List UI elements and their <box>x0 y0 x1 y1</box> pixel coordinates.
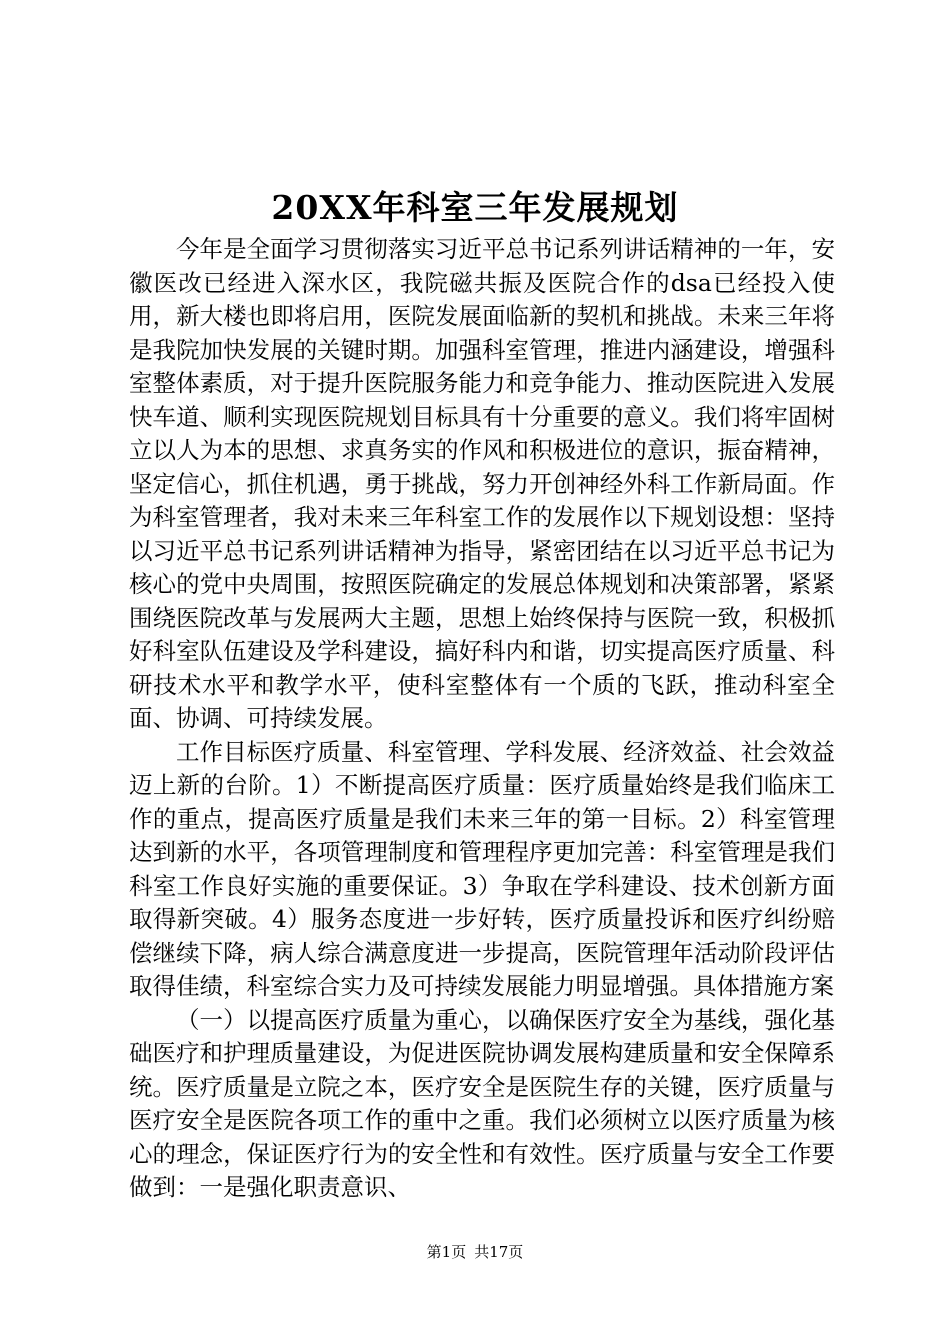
document-body <box>129 233 835 1205</box>
paragraph-measure-one: （一）以提高医疗质量为重心，以确保医疗安全为基线，强化基础医疗和护理质量建设，为促进医院协调发展构建质量和安全保障系统。医疗质量是立院之本，医疗安全是医院生存的关键，医疗质量与医疗安全是医院各项工作的重中之重。我们必须树立以医疗质量为核心的理念，保证医疗行为的安全性和有效性。医疗质量与安全工作要做到：一是强化职责意识、 <box>129 1005 835 1201</box>
document-title: 20XX年科室三年发展规划 <box>271 188 679 227</box>
page-number: 第1页 <box>426 1243 467 1261</box>
paragraph-work-goals: 工作目标医疗质量、科室管理、学科发展、经济效益、社会效益迈上新的台阶。1）不断提高医疗质量：医疗质量始终是我们临床工作的重点，提高医疗质量是我们未来三年的第一目标。2）科室管理达到新的水平，各项管理制度和管理程序更加完善：科室管理是我们科室工作良好实施的重要保证。3）争取在学科建设、技术创新方面取得新突破。4）服务态度进一步好转，医疗质量投诉和医疗纠纷赔偿继续下降，病人综合满意度进一步提高，医院管理年活动阶段评估取得佳绩，科室综合实力及可持续发展能力明显增强。具体措施方案 <box>129 737 835 1000</box>
page-footer <box>0 1242 950 1262</box>
paragraph-intro: 今年是全面学习贯彻落实习近平总书记系列讲话精神的一年，安徽医改已经进入深水区，我院磁共振及医院合作的dsa已经投入使用，新大楼也即将启用，医院发展面临新的契机和挑战。未来三年将是我院加快发展的关键时期。加强科室管理，推进内涵建设，增强科室整体素质，对于提升医院服务能力和竞争能力、推动医院进入发展快车道、顺利实现医院规划目标具有十分重要的意义。我们将牢固树立以人为本的思想、求真务实的作风和积极进位的意识，振奋精神，坚定信心，抓住机遇，勇于挑战，努力开创神经外科工作新局面。作为科室管理者，我对未来三年科室工作的发展作以下规划设想：坚持以习近平总书记系列讲话精神为指导，紧密团结在以习近平总书记为核心的党中央周围，按照医院确定的发展总体规划和决策部署，紧紧围绕医院改革与发展两大主题，思想上始终保持与医院一致，积极抓好科室队伍建设及学科建设，搞好科内和谐，切实提高医疗质量、科研技术水平和教学水平，使科室整体有一个质的飞跃，推动科室全面、协调、可持续发展。 <box>129 235 835 732</box>
page-total: 共17页 <box>474 1243 524 1261</box>
